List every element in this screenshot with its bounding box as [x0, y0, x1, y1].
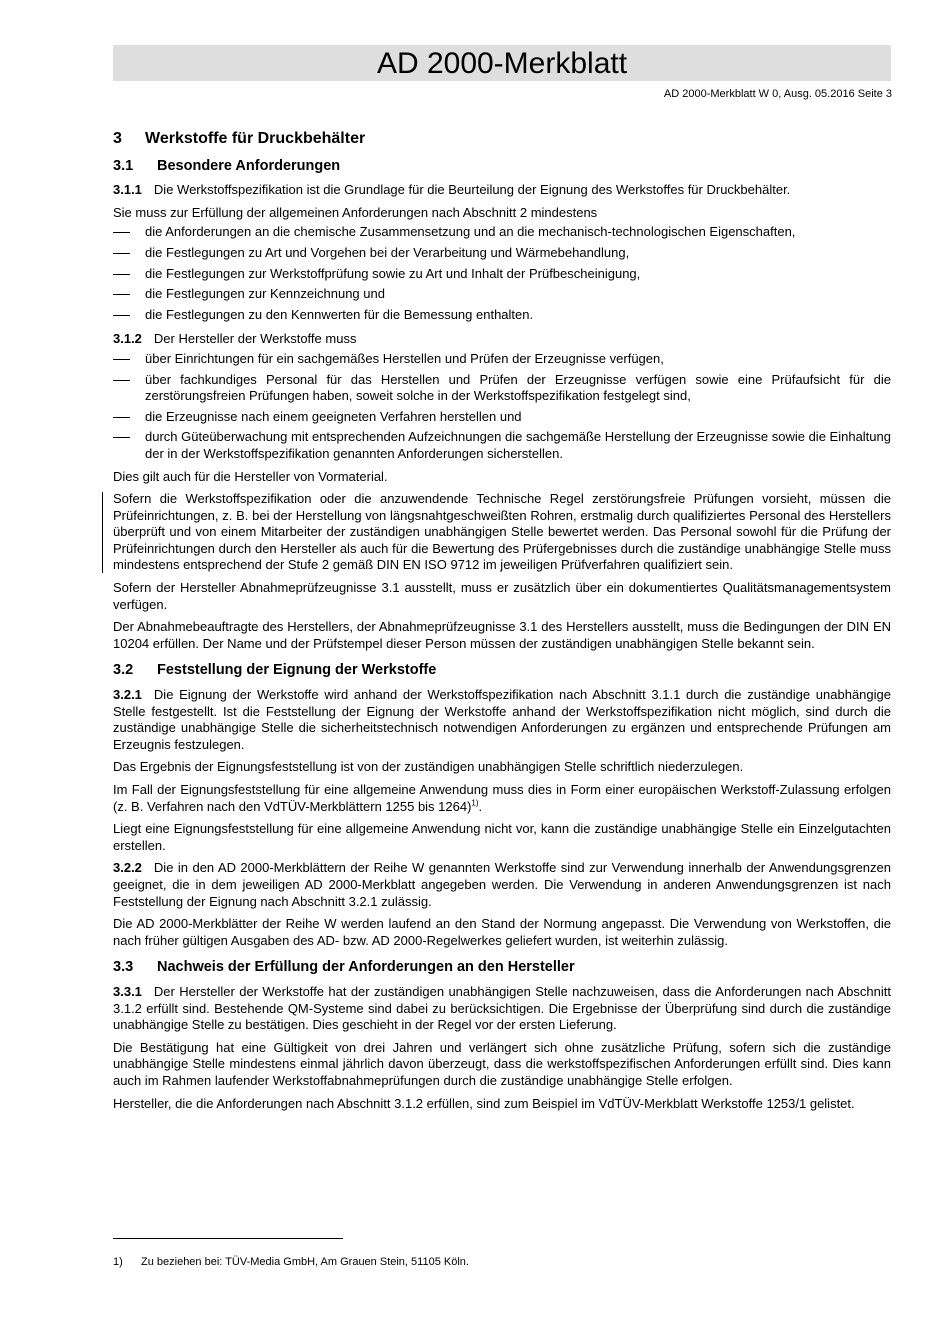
- paragraph: Das Ergebnis der Eignungsfeststellung ist von der zuständigen unabhängigen Stelle schriftlich niederzulegen.: [113, 759, 744, 775]
- requirements-list: [113, 224, 891, 323]
- paragraph-3-1-2: 3.1.2 Der Hersteller der Werkstoffe muss: [113, 331, 357, 347]
- list-item: über fachkundiges Personal für das Herstellen und Prüfen der Erzeugnisse verfügen sowie eine Prüfaufsicht für die zerstörungsfreien Prüfungen haben, soweit solche in der Werkstoffspezifikation festgelegt sind,: [113, 372, 891, 405]
- change-bar: [102, 492, 103, 573]
- changed-paragraph: [113, 491, 891, 574]
- paragraph: Der Abnahmebeauftragte des Herstellers, der Abnahmeprüfzeugnisse 3.1 des Herstellers ausstellt, muss die Bedingungen der DIN EN 10204 erfüllen. Der Name und der Prüfstempel dieser Person müssen der zuständigen unabhängigen Stelle bekannt sein.: [113, 619, 891, 651]
- page-content: [113, 131, 891, 1118]
- footnote-ref: 1): [471, 798, 479, 808]
- paragraph: Sofern der Hersteller Abnahmeprüfzeugnisse 3.1 ausstellt, muss er zusätzlich über ein dokumentiertes Qualitätsmanagementsystem verfügen.: [113, 580, 891, 612]
- section-heading-3-1: 3.1 Besondere Anforderungen: [113, 157, 341, 174]
- list-item: die Festlegungen zu den Kennwerten für die Bemessung enthalten.: [113, 307, 891, 324]
- header-title-band: [113, 45, 891, 81]
- section-heading-3-3: 3.3 Nachweis der Erfüllung der Anforderungen an den Hersteller: [113, 959, 575, 976]
- section-heading-3: 3 Werkstoffe für Druckbehälter: [113, 130, 366, 147]
- list-item: die Festlegungen zu Art und Vorgehen bei der Verarbeitung und Wärmebehandlung,: [113, 245, 891, 262]
- list-item: die Festlegungen zur Kennzeichnung und: [113, 286, 891, 303]
- paragraph: Sofern die Werkstoffspezifikation oder die anzuwendende Technische Regel zerstörungsfreie Prüfungen vorsieht, müssen die Prüfeinrichtungen, z. B. bei der Herstellung von längsnahtgeschweißten Rohren, erstmalig durch qualifiziertes Personal des Herstellers überprüft und von einem Mitarbeiter der zuständigen unabhängigen Stelle bewertet werden. Das Personal sowohl für die Prüfung der Prüfeinrichtungen durch den Hersteller als auch für die Bewertung des Prüfergebnisses durch die zuständige unabhängige Stelle muss mindestens entsprechend der Stufe 2 gemäß DIN EN ISO 9712 im jeweiligen Prüfverfahren qualifiziert sein.: [113, 491, 891, 573]
- paragraph: Die Bestätigung hat eine Gültigkeit von drei Jahren und verlängert sich ohne zusätzliche Prüfung, sofern sich die zuständige unabhängige Stelle mindestens einmal jährlich davon überzeugt, dass die werkstoffspezifischen Anforderungen erfüllt sind. Dies kann auch im Rahmen laufender Werkstoffabnahmeprüfungen durch die zuständige unabhängige Stelle erfolgen.: [113, 1039, 891, 1088]
- page-title: AD 2000-Merkblatt: [376, 47, 628, 80]
- paragraph-3-2-1: 3.2.1 Die Eignung der Werkstoffe wird anhand der Werkstoffspezifikation nach Abschnitt 3.1.1 durch die zuständige unabhängige Stelle festgestellt. Ist die Feststellung der Eignung der Werkstoffe anhand der Werkstoffspezifikation nicht möglich, sind durch die zuständige unabhängige Stelle die sicherheitstechnisch notwendigen Anforderungen zu ergänzen und entsprechende Prüfungen am Erzeugnis festzulegen.: [113, 687, 891, 752]
- paragraph: Die AD 2000-Merkblätter der Reihe W werden laufend an den Stand der Normung angepasst. Die Verwendung von Werkstoffen, die nach früher gültigen Ausgaben des AD- bzw. AD 2000-Regelwerkes geliefert wurden, ist weiterhin zulässig.: [113, 916, 891, 948]
- paragraph: Im Fall der Eignungsfeststellung für eine allgemeine Anwendung muss dies in Form einer europäischen Werkstoff-Zulassung erfolgen (z. B. Verfahren nach den VdTÜV-Merkblättern 1255 bis 1264)$^{1)}$.: [113, 782, 891, 814]
- manufacturer-list: [113, 351, 891, 463]
- paragraph-3-2-2: 3.2.2 Die in den AD 2000-Merkblättern der Reihe W genannten Werkstoffe sind zur Verwendung innerhalb der Anwendungsgrenzen geeignet, die in dem jeweiligen AD 2000-Merkblatt angegeben werden. Die Verwendung in anderen Anwendungsgrenzen ist nach Feststellung der Eignung nach Abschnitt 3.2.1 zulässig.: [113, 860, 891, 909]
- section-heading-3-2: 3.2 Feststellung der Eignung der Werkstoffe: [113, 662, 437, 679]
- paragraph: Liegt eine Eignungsfeststellung für eine allgemeine Anwendung nicht vor, kann die zuständige unabhängige Stelle ein Einzelgutachten erstellen.: [113, 821, 891, 853]
- list-item: durch Güteüberwachung mit entsprechenden Aufzeichnungen die sachgemäße Herstellung der Erzeugnisse sowie die Einhaltung der in der Werkstoffspezifikation genannten Anforderungen sicherstellen.: [113, 429, 891, 462]
- list-item: die Anforderungen an die chemische Zusammensetzung und an die mechanisch-technologischen Eigenschaften,: [113, 224, 891, 241]
- footnote: 1) Zu beziehen bei: TÜV-Media GmbH, Am Grauen Stein, 51105 Köln.: [113, 1256, 469, 1268]
- list-item: die Festlegungen zur Werkstoffprüfung sowie zu Art und Inhalt der Prüfbescheinigung,: [113, 266, 891, 283]
- paragraph-3-3-1: 3.3.1 Der Hersteller der Werkstoffe hat der zuständigen unabhängigen Stelle nachzuweisen, dass die Anforderungen nach Abschnitt 3.1.2 erfüllt sind. Bestehende QM-Systeme sind dabei zu berücksichtigen. Die Ergebnisse der Überprüfung sind durch die zuständige unabhängige Stelle zu bestätigen. Dies geschieht in der Regel vor der ersten Lieferung.: [113, 983, 891, 1033]
- list-item: über Einrichtungen für ein sachgemäßes Herstellen und Prüfen der Erzeugnisse verfügen,: [113, 351, 891, 368]
- footnote-separator: [113, 1238, 343, 1239]
- list-item: die Erzeugnisse nach einem geeigneten Verfahren herstellen und: [113, 409, 891, 426]
- paragraph: Sie muss zur Erfüllung der allgemeinen Anforderungen nach Abschnitt 2 mindestens: [113, 204, 598, 220]
- document-reference: AD 2000-Merkblatt W 0, Ausg. 05.2016 Seite 3: [663, 88, 892, 100]
- paragraph: Hersteller, die die Anforderungen nach Abschnitt 3.1.2 erfüllen, sind zum Beispiel im VdTÜV-Merkblatt Werkstoffe 1253/1 gelistet.: [113, 1095, 855, 1111]
- paragraph: Dies gilt auch für die Hersteller von Vormaterial.: [113, 468, 388, 484]
- paragraph-3-1-1: 3.1.1 Die Werkstoffspezifikation ist die Grundlage für die Beurteilung der Eignung des Werkstoffes für Druckbehälter.: [113, 182, 791, 198]
